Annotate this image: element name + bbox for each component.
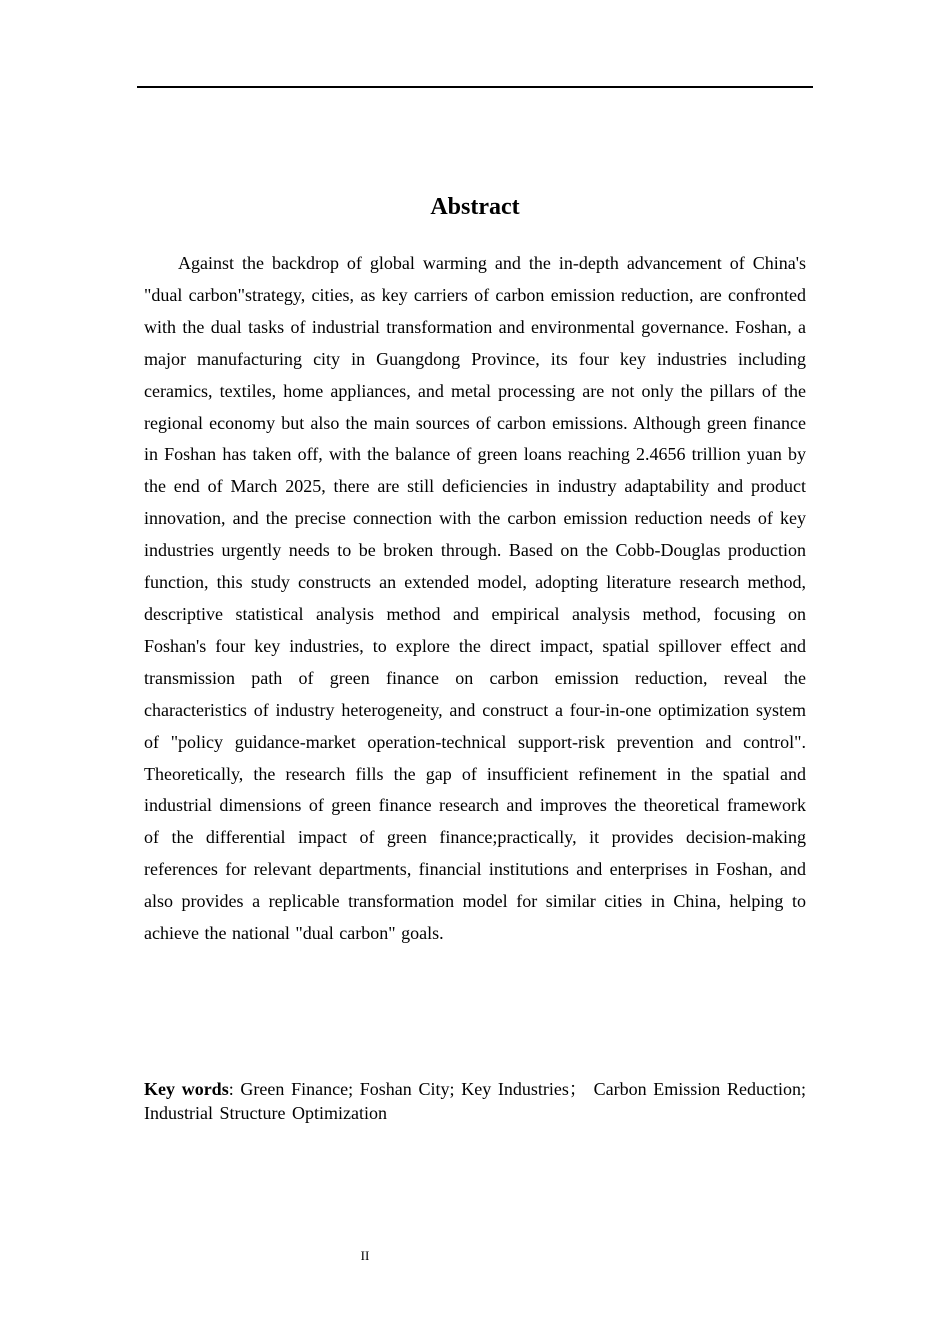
abstract-paragraph: Against the backdrop of global warming and the in-depth advancement of China's "dual carbon"strategy, cities, as key carriers of carbon emission reduction, are confronted with the dual tasks of industrial transformation and environmental governance. Foshan, a major manufacturing city in Guangdong Province, its four key industries including ceramics, textiles, home appliances, and metal processing are not only the pillars of the regional economy but also the main sources of carbon emissions. Although green finance in Foshan has taken off, with the balance of green loans reaching 2.4656 trillion yuan by the end of March 2025, there are still deficiencies in industry adaptability and product innovation, and the precise connection with the carbon emission reduction needs of key industries urgently needs to be broken through. Based on the Cobb-Douglas production function, this study constructs an extended model, adopting literature research method, descriptive statistical analysis method and empirical analysis method, focusing on Foshan's four key industries, to explore the direct impact, spatial spillover effect and transmission path of green finance on carbon emission reduction, reveal the characteristics of industry heterogeneity, and construct a four-in-one optimization system of "policy guidance-market operation-technical support-risk prevention and control". Theoretically, the research fills the gap of insufficient refinement in the spatial and industrial dimensions of green finance research and improves the theoretical framework of the differential impact of green finance;practically, it provides decision-making references for relevant departments, financial institutions and enterprises in Foshan, and also provides a replicable transformation model for similar cities in China, helping to achieve the national "dual carbon" goals. [144,253,806,944]
keywords-label: Key words [144,1079,229,1099]
page-number: II [360,1248,370,1263]
header-rule [137,86,813,88]
keywords-line [144,1077,806,1125]
page-title: Abstract [430,194,520,220]
keywords-text: Green Finance; Foshan City; Key Industries； Carbon Emission Reduction; Industrial Structure Optimization [144,1079,806,1123]
keywords-separator: : [228,1079,241,1099]
